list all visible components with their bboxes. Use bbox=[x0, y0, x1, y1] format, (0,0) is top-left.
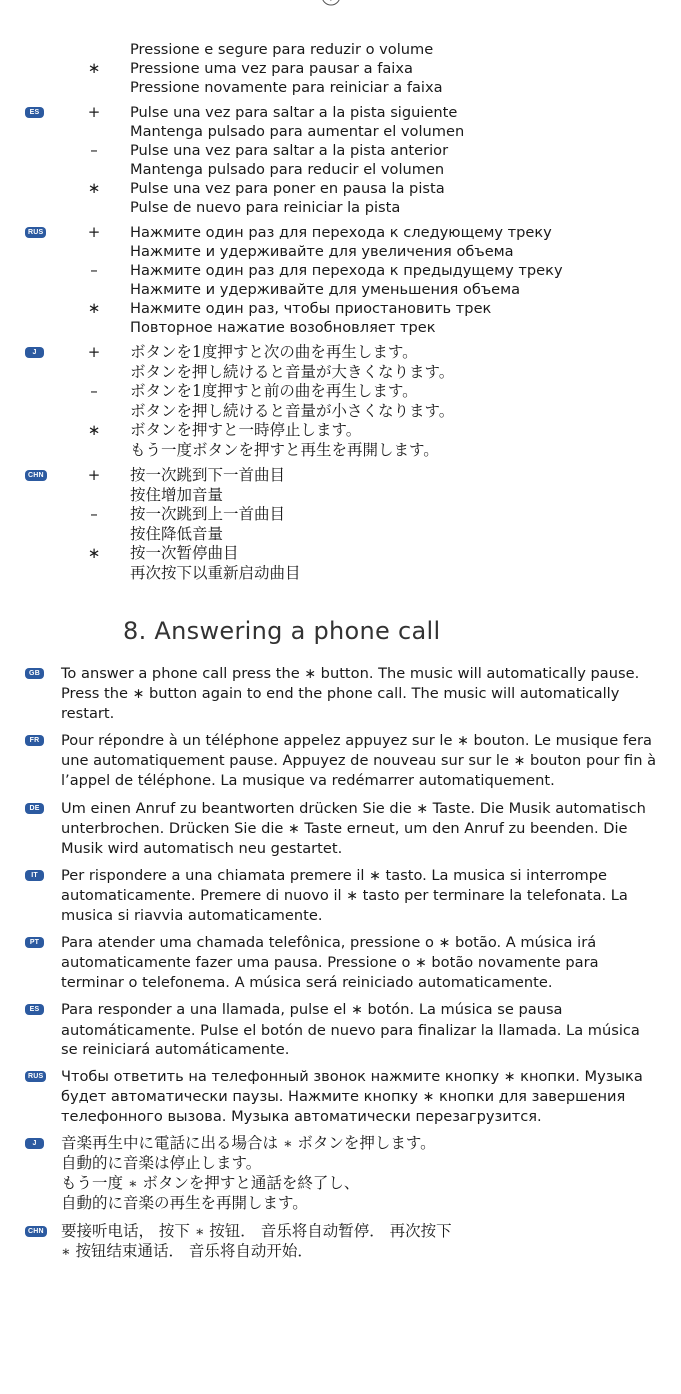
instruction-line: 按一次暂停曲目 bbox=[130, 544, 239, 562]
bluetooth-icon: ∗ bbox=[416, 800, 429, 817]
text-segment: To answer a phone call press the bbox=[61, 665, 305, 682]
language-badge: ES bbox=[25, 1004, 44, 1015]
text-segment: Taste erneut, um den Anruf zu beenden. Die Musik wird automatisch neu gestartet. bbox=[61, 819, 628, 857]
instruction-line: Pulse una vez para poner en pausa la pista bbox=[130, 180, 445, 197]
language-badge: FR bbox=[25, 735, 44, 746]
instruction-line: Нажмите и удерживайте для уменьшения объема bbox=[130, 281, 521, 298]
lang-block-j bbox=[0, 343, 681, 460]
instruction-lines bbox=[130, 544, 670, 583]
text-segment: кнопки для завершения телефонного вызова. Музыка автоматически перезагрузится. bbox=[61, 1087, 626, 1125]
minus-icon: – bbox=[90, 261, 98, 279]
control-row bbox=[0, 261, 681, 299]
minus-icon: – bbox=[90, 505, 98, 523]
paragraph-text bbox=[61, 1222, 661, 1263]
language-badge: ES bbox=[25, 107, 44, 118]
bluetooth-icon: ∗ bbox=[346, 887, 358, 904]
instruction-line: ボタンを1度押すと次の曲を再生します。 bbox=[130, 343, 418, 361]
instruction-lines bbox=[130, 261, 670, 299]
answer-paragraph-fr bbox=[0, 731, 681, 790]
bluetooth-icon: ∗ bbox=[422, 1088, 435, 1105]
language-badge: J bbox=[25, 1138, 44, 1149]
bluetooth-icon: ∗ bbox=[87, 59, 101, 77]
bluetooth-icon: ∗ bbox=[438, 935, 451, 952]
instruction-lines bbox=[130, 299, 670, 337]
control-row bbox=[0, 505, 681, 544]
section-title: 8. Answering a phone call bbox=[123, 617, 441, 645]
plus-icon: + bbox=[87, 103, 101, 121]
paragraph-text bbox=[61, 731, 661, 790]
text-segment: 自動的に音楽の再生を再開します。 bbox=[61, 1194, 308, 1213]
instruction-line: Нажмите один раз, чтобы приостановить трек bbox=[130, 300, 492, 317]
text-segment: bouton. Le musique fera une automatiquement pause. Appuyez de nouveau sur sur le bbox=[61, 732, 652, 770]
paragraph-text bbox=[61, 1067, 661, 1126]
control-row bbox=[0, 382, 681, 421]
paragraph-text bbox=[61, 664, 661, 723]
instruction-lines bbox=[130, 505, 670, 544]
instruction-line: Нажмите и удерживайте для увеличения объема bbox=[130, 243, 514, 260]
bluetooth-icon: ∗ bbox=[304, 666, 317, 682]
plus-icon: + bbox=[87, 343, 101, 361]
bluetooth-icon: ∗ bbox=[87, 544, 101, 562]
instruction-lines bbox=[130, 382, 670, 421]
bluetooth-icon: ∗ bbox=[369, 867, 381, 884]
text-segment: Per rispondere a una chiamata premere il bbox=[61, 866, 370, 884]
control-row bbox=[0, 544, 681, 583]
bluetooth-icon: ∗ bbox=[513, 753, 526, 770]
instruction-lines bbox=[130, 343, 670, 382]
answer-paragraph-rus bbox=[0, 1067, 681, 1126]
lang-block-es bbox=[0, 103, 681, 217]
answer-paragraph-de bbox=[0, 799, 681, 858]
instruction-line: Повторное нажатие возобновляет трек bbox=[130, 319, 436, 336]
text-segment: botón. La música se pausa automáticamente. Pulse el botón de nuevo para finalizar la llamada. La música se reiniciará automáticamente. bbox=[61, 1001, 640, 1058]
paragraph-text bbox=[61, 933, 661, 992]
text-segment: 按钮． 音乐将自动暂停． 再次按下 bbox=[204, 1221, 452, 1240]
paragraph-text bbox=[61, 1000, 661, 1058]
text-segment: tasto. La musica si interrompe automaticamente. Premere di nuovo il bbox=[61, 866, 607, 904]
text-segment: Para responder a una llamada, pulse el bbox=[61, 1001, 352, 1019]
text-segment: button. The music will automatically pause. Press the bbox=[61, 665, 640, 703]
answer-paragraph-it bbox=[0, 866, 681, 925]
text-segment: Чтобы ответить на телефонный звонок нажмите кнопку bbox=[61, 1067, 504, 1085]
text-segment: Pour répondre à un téléphone appelez appuyez sur le bbox=[61, 732, 458, 750]
text-segment: 自動的に音楽は停止します。 bbox=[61, 1154, 262, 1173]
instruction-lines bbox=[130, 141, 670, 179]
text-segment: ボタンを押すと通話を終了し、 bbox=[137, 1173, 360, 1192]
instruction-line: Нажмите один раз для перехода к следующему треку bbox=[130, 224, 552, 241]
instruction-line: ボタンを押し続けると音量が大きくなります。 bbox=[130, 362, 455, 381]
instruction-line: Mantenga pulsado para aumentar el volumen bbox=[130, 123, 465, 140]
control-row bbox=[0, 223, 681, 261]
bluetooth-icon: ∗ bbox=[282, 1135, 293, 1152]
instruction-line: Pulse de nuevo para reiniciar la pista bbox=[130, 199, 401, 216]
text-segment: tasto per terminare la telefonata. La musica si riavvia automaticamente. bbox=[61, 886, 628, 925]
instruction-lines bbox=[130, 179, 670, 217]
instruction-line: Pulse una vez para saltar a la pista siguiente bbox=[130, 104, 458, 121]
instruction-line: 按一次跳到下一首曲目 bbox=[130, 466, 286, 484]
control-row bbox=[0, 299, 681, 337]
control-row bbox=[0, 103, 681, 141]
control-row bbox=[0, 343, 681, 382]
instruction-line: Pulse una vez para saltar a la pista anterior bbox=[130, 142, 449, 159]
text-segment: botão novamente para terminar o telefonema. A música será reiniciado automaticamente. bbox=[61, 954, 599, 992]
text-segment: button again to end the phone call. The music will automatically restart. bbox=[61, 685, 620, 723]
text-segment: botão. A música irá automaticamente fazer uma pausa. Pressione o bbox=[61, 934, 597, 972]
bluetooth-icon: ∗ bbox=[503, 1068, 516, 1085]
lang-block-pt bbox=[0, 40, 681, 97]
bluetooth-icon: ∗ bbox=[61, 1244, 71, 1261]
minus-icon: – bbox=[90, 141, 98, 159]
instruction-line: Pressione novamente para reiniciar a faixa bbox=[130, 79, 443, 96]
language-badge: PT bbox=[25, 937, 44, 948]
language-badge: CHN bbox=[25, 470, 47, 481]
control-row bbox=[0, 179, 681, 217]
text-segment: 音楽再生中に電話に出る場合は bbox=[61, 1133, 283, 1152]
instruction-lines bbox=[130, 223, 670, 261]
lang-block-rus bbox=[0, 223, 681, 337]
bluetooth-icon: ∗ bbox=[457, 733, 469, 750]
bluetooth-icon: ∗ bbox=[351, 1002, 363, 1019]
language-badge: GB bbox=[25, 668, 44, 679]
language-badge: IT bbox=[25, 870, 44, 881]
language-badge: RUS bbox=[25, 227, 46, 238]
control-row bbox=[0, 141, 681, 179]
answer-paragraph-gb bbox=[0, 664, 681, 723]
instruction-lines bbox=[130, 466, 670, 505]
paragraph-text bbox=[61, 1134, 661, 1214]
text-segment: bouton pour fin à l’appel de téléphone. La musique va redémarrer automatiquement. bbox=[61, 752, 657, 790]
language-badge: J bbox=[25, 347, 44, 358]
plus-icon: + bbox=[87, 466, 101, 484]
text-segment: кнопки. Музыка будет автоматически паузы. Нажмите кнопку bbox=[61, 1067, 643, 1105]
language-badge: RUS bbox=[25, 1071, 46, 1082]
instruction-line: Pressione e segure para reduzir o volume bbox=[130, 41, 434, 58]
control-row bbox=[0, 40, 681, 59]
instruction-line: Pressione uma vez para pausar a faixa bbox=[130, 60, 413, 77]
text-segment: Para atender uma chamada telefônica, pressione o bbox=[61, 934, 439, 952]
language-badge: DE bbox=[25, 803, 44, 814]
text-segment: Um einen Anruf zu beantworten drücken Sie die bbox=[61, 799, 417, 817]
instruction-lines bbox=[130, 59, 670, 97]
answer-paragraph-chn bbox=[0, 1222, 681, 1263]
instruction-line: 按住降低音量 bbox=[130, 524, 224, 543]
minus-icon: – bbox=[90, 382, 98, 400]
instruction-line: 按住增加音量 bbox=[130, 485, 224, 504]
plus-icon: + bbox=[87, 223, 101, 241]
instruction-line: もう一度ボタンを押すと再生を再開します。 bbox=[130, 440, 439, 459]
answer-paragraph-pt bbox=[0, 933, 681, 992]
bluetooth-icon: ∗ bbox=[194, 1223, 205, 1240]
text-segment: 按钮结束通话． 音乐将自动开始． bbox=[70, 1242, 313, 1261]
answer-paragraph-es bbox=[0, 1000, 681, 1058]
answer-paragraph-j bbox=[0, 1134, 681, 1214]
bluetooth-icon: ∗ bbox=[87, 179, 101, 197]
bluetooth-icon: ∗ bbox=[288, 820, 300, 837]
instruction-line: ボタンを押し続けると音量が小さくなります。 bbox=[130, 401, 455, 420]
control-row bbox=[0, 421, 681, 460]
text-segment: ボタンを押します。 bbox=[292, 1133, 436, 1152]
bluetooth-icon: ∗ bbox=[132, 686, 145, 703]
control-row bbox=[0, 59, 681, 97]
instruction-lines bbox=[130, 40, 670, 59]
instruction-line: 按一次跳到上一首曲目 bbox=[130, 505, 286, 523]
lang-block-chn bbox=[0, 466, 681, 583]
answering-instructions bbox=[0, 664, 681, 1271]
media-controls-list bbox=[0, 40, 681, 589]
text-segment: 要接听电话， 按下 bbox=[61, 1221, 195, 1240]
instruction-line: Нажмите один раз для перехода к предыдущему треку bbox=[130, 262, 563, 279]
instruction-line: ボタンを押すと一時停止します。 bbox=[130, 421, 362, 439]
bluetooth-icon: ∗ bbox=[87, 299, 101, 317]
instruction-line: Mantenga pulsado para reducir el volumen bbox=[130, 161, 445, 178]
bluetooth-icon: ∗ bbox=[415, 955, 427, 972]
instruction-lines bbox=[130, 421, 670, 460]
bluetooth-icon: ∗ bbox=[87, 421, 101, 439]
paragraph-text bbox=[61, 799, 661, 858]
control-row bbox=[0, 466, 681, 505]
instruction-line: 再次按下以重新启动曲目 bbox=[130, 563, 301, 582]
instruction-lines bbox=[130, 103, 670, 141]
paragraph-text bbox=[61, 866, 661, 925]
text-segment: もう一度 bbox=[61, 1173, 128, 1192]
text-segment: Taste. Die Musik automatisch unterbrochen. Drücken Sie die bbox=[61, 799, 646, 837]
bluetooth-logo-icon bbox=[320, 0, 342, 12]
language-badge: CHN bbox=[25, 1226, 47, 1237]
instruction-line: ボタンを1度押すと前の曲を再生します。 bbox=[130, 382, 418, 400]
bluetooth-icon: ∗ bbox=[127, 1175, 138, 1192]
